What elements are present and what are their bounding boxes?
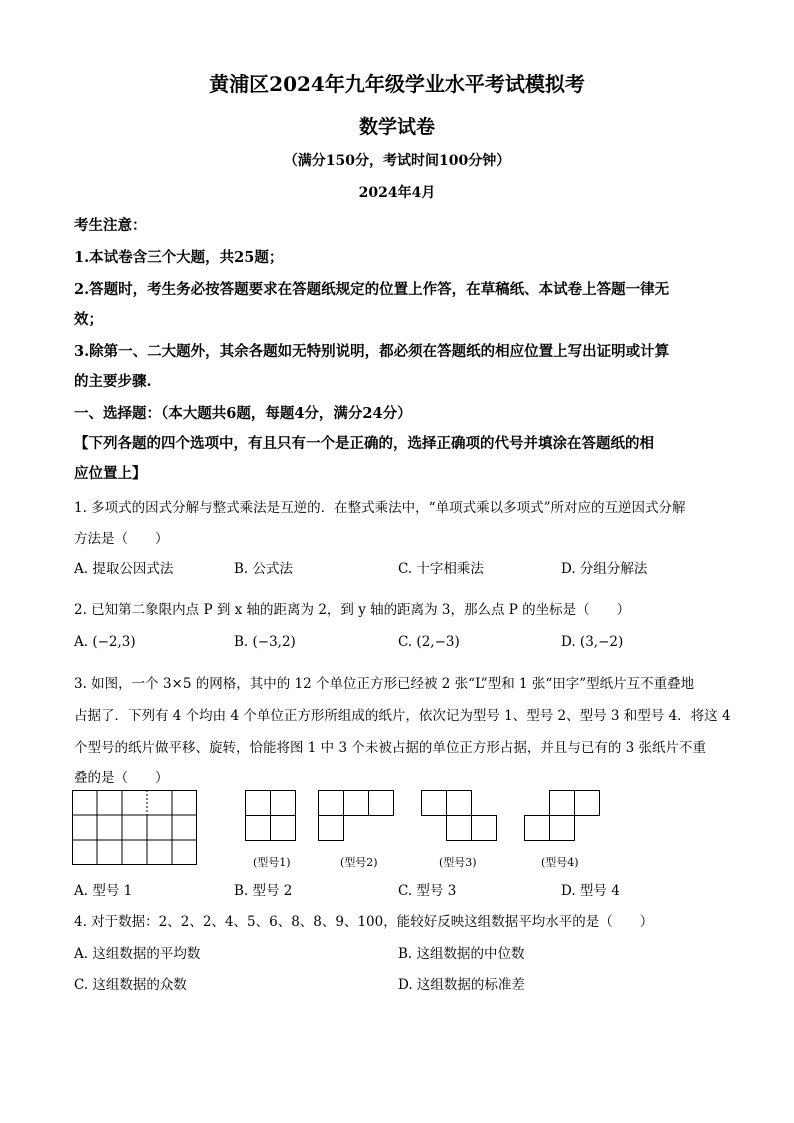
q2-option-d: D. (3,−2)	[561, 634, 624, 650]
exam-subject: 数学试卷	[358, 116, 435, 138]
question-1-line-2: 方法是（ ）	[74, 531, 169, 547]
caption-type-2: (型号2)	[340, 856, 378, 869]
q3-option-b: B. 型号 2	[234, 883, 293, 899]
notice-item-2-line-2: 效；	[74, 311, 103, 328]
q2-option-a: A. (−2,3)	[74, 634, 136, 650]
question-4-line-1: 4. 对于数据：2、2、2、4、5、6、8、8、9、100，能较好反映这组数据平均水平的是（ ）	[74, 914, 654, 930]
question-3-line-1: 3. 如图，一个 3×5 的网格，其中的 12 个单位正方形已经被 2 张“L”型和 1 张“田字”型纸片互不重叠地	[74, 676, 695, 692]
notice-item-1: 1.本试卷含三个大题，共25题；	[74, 249, 284, 266]
piece-type-4	[524, 790, 600, 841]
q3-option-c: C. 型号 3	[398, 883, 457, 899]
notice-heading: 考生注意：	[74, 217, 147, 234]
section-instruction-line-2: 应位置上】	[74, 465, 147, 482]
q4-option-c: C. 这组数据的众数	[74, 977, 187, 993]
section-heading: 一、选择题：（本大题共6题，每题4分，满分24分）	[74, 405, 412, 422]
question-3-line-2: 占据了．下列有 4 个均由 4 个单位正方形所组成的纸片，依次记为型号 1、型号 2、型号 3 和型号 4．将这 4	[74, 708, 731, 724]
q1-option-a: A. 提取公因式法	[74, 561, 174, 577]
figure-grid-3x5	[72, 790, 197, 865]
q4-option-a: A. 这组数据的平均数	[74, 946, 201, 962]
q2-option-c: C. (2,−3)	[398, 634, 460, 650]
piece-type-1	[245, 790, 296, 841]
q4-option-b: B. 这组数据的中位数	[398, 946, 525, 962]
question-3-line-4: 叠的是（ ）	[74, 770, 169, 786]
q1-option-c: C. 十字相乘法	[398, 561, 484, 577]
q1-option-d: D. 分组分解法	[561, 561, 648, 577]
piece-type-3	[421, 790, 497, 841]
question-3-line-3: 个型号的纸片做平移、旋转，恰能将图 1 中 3 个未被占据的单位正方形占据，并且与已有的 3 张纸片不重	[74, 740, 707, 756]
caption-type-1: (型号1)	[253, 856, 291, 869]
notice-item-3-line-2: 的主要步骤.	[74, 373, 152, 390]
question-1-line-1: 1. 多项式的因式分解与整式乘法是互逆的．在整式乘法中，“单项式乘以多项式”所对应的互逆因式分解	[74, 500, 686, 516]
q3-option-d: D. 型号 4	[561, 883, 620, 899]
q1-option-b: B. 公式法	[234, 561, 294, 577]
caption-type-3: (型号3)	[439, 856, 477, 869]
exam-date: 2024年4月	[358, 185, 436, 201]
question-2-line-1: 2. 已知第二象限内点 P 到 x 轴的距离为 2，到 y 轴的距离为 3，那么点 P 的坐标是（ ）	[74, 602, 631, 618]
q3-option-a: A. 型号 1	[74, 883, 133, 899]
piece-type-2	[318, 790, 394, 841]
exam-title: 黄浦区2024年九年级学业水平考试模拟考	[209, 72, 585, 96]
notice-item-2-line-1: 2.答题时，考生务必按答题要求在答题纸规定的位置上作答，在草稿纸、本试卷上答题一律无	[74, 281, 670, 298]
q2-option-b: B. (−3,2)	[234, 634, 296, 650]
q4-option-d: D. 这组数据的标准差	[398, 977, 525, 993]
exam-info: （满分150分，考试时间100分钟）	[283, 153, 511, 169]
section-instruction-line-1: 【下列各题的四个选项中，有且只有一个是正确的，选择正确项的代号并填涂在答题纸的相	[74, 435, 654, 452]
notice-item-3-line-1: 3.除第一、二大题外，其余各题如无特别说明，都必须在答题纸的相应位置上写出证明或计算	[74, 343, 670, 360]
caption-type-4: (型号4)	[541, 856, 579, 869]
